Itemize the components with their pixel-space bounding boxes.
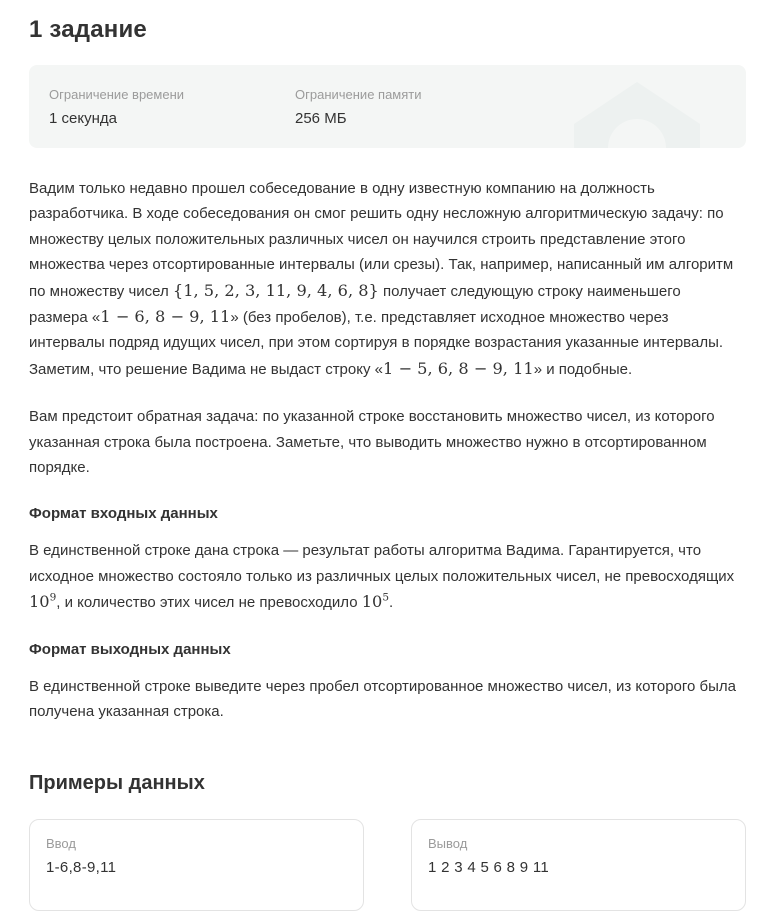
sample-output-card bbox=[411, 819, 746, 911]
statement-paragraph-3 bbox=[29, 538, 743, 615]
paragraph-text: В единственной строке дана строка — результат работы алгоритма Вадима. Гарантируется, что исходное множество состояло только из различных целых положительных чисел, не превосходящих bbox=[29, 542, 735, 585]
paragraph-text: » (без пробелов), т.е. представляет исходное множество через интервалы подряд идущих чисел, при этом сортируя в порядке возрастания указанные интервалы. Заметим, что решение Вадима не выдаст строку « bbox=[29, 309, 724, 378]
sample-output-label: Вывод bbox=[428, 835, 468, 851]
statement-paragraph-2: Вам предстоит обратная задача: по указанной строке восстановить множество чисел, из которого указанная строка была построена. Заметьте, что выводить множество нужно в отсортированном порядке. bbox=[29, 408, 715, 477]
examples-heading: Примеры данных bbox=[29, 771, 205, 794]
input-format-heading: Формат входных данных bbox=[29, 505, 218, 523]
paragraph-text: , и количество этих чисел не превосходило bbox=[56, 594, 362, 612]
output-format-heading: Формат выходных данных bbox=[29, 640, 231, 658]
math-expression-intervals: 1 − 6, 8 − 9, 11 bbox=[100, 307, 231, 327]
math-base: 10 bbox=[29, 592, 50, 612]
sample-input-label: Ввод bbox=[46, 835, 76, 851]
math-expression-ten-pow-nine bbox=[29, 592, 56, 611]
time-limit-value: 1 секунда bbox=[49, 110, 117, 127]
math-base: 10 bbox=[361, 592, 383, 612]
paragraph-text: . bbox=[389, 594, 394, 612]
math-exponent: 9 bbox=[49, 591, 57, 604]
limits-panel bbox=[29, 65, 746, 148]
math-expression-wrong-intervals: 1 − 5, 6, 8 − 9, 11 bbox=[383, 358, 534, 378]
memory-limit-label: Ограничение памяти bbox=[295, 87, 422, 102]
time-limit-block bbox=[49, 87, 295, 148]
paragraph-text: » и подобные. bbox=[533, 360, 633, 378]
problem-statement bbox=[29, 176, 743, 725]
paragraph-text: получает следующую строку наименьшего размера « bbox=[29, 282, 681, 327]
sample-input-value: 1-6,8-9,11 bbox=[46, 858, 117, 876]
math-expression-ten-pow-five bbox=[362, 592, 389, 611]
page-title: 1 задание bbox=[29, 16, 147, 43]
math-exponent: 5 bbox=[382, 591, 390, 604]
math-expression-set: {1, 5, 2, 3, 11, 9, 4, 6, 8} bbox=[172, 280, 379, 300]
memory-limit-block bbox=[295, 87, 541, 148]
memory-limit-value: 256 МБ bbox=[295, 110, 347, 127]
statement-paragraph-4: В единственной строке выведите через пробел отсортированное множество чисел, из которого была получена указанная строка. bbox=[29, 677, 737, 721]
statement-paragraph-1 bbox=[29, 176, 743, 382]
sample-output-value: 1 2 3 4 5 6 8 9 11 bbox=[428, 858, 550, 876]
house-arch-watermark-icon bbox=[574, 82, 700, 148]
paragraph-text: Вадим только недавно прошел собеседование в одну известную компанию на должность разработчика. В ходе собеседования он смог решить одну несложную алгоритмическую задачу: по множеству целых положительных различных чисел он научился строить представление этого множества через отсортированные интервалы (или срезы). Так, например, написанный им алгоритм по множеству чисел bbox=[29, 180, 734, 300]
sample-input-card bbox=[29, 819, 364, 911]
time-limit-label: Ограничение времени bbox=[49, 87, 185, 102]
samples-row bbox=[29, 819, 746, 911]
